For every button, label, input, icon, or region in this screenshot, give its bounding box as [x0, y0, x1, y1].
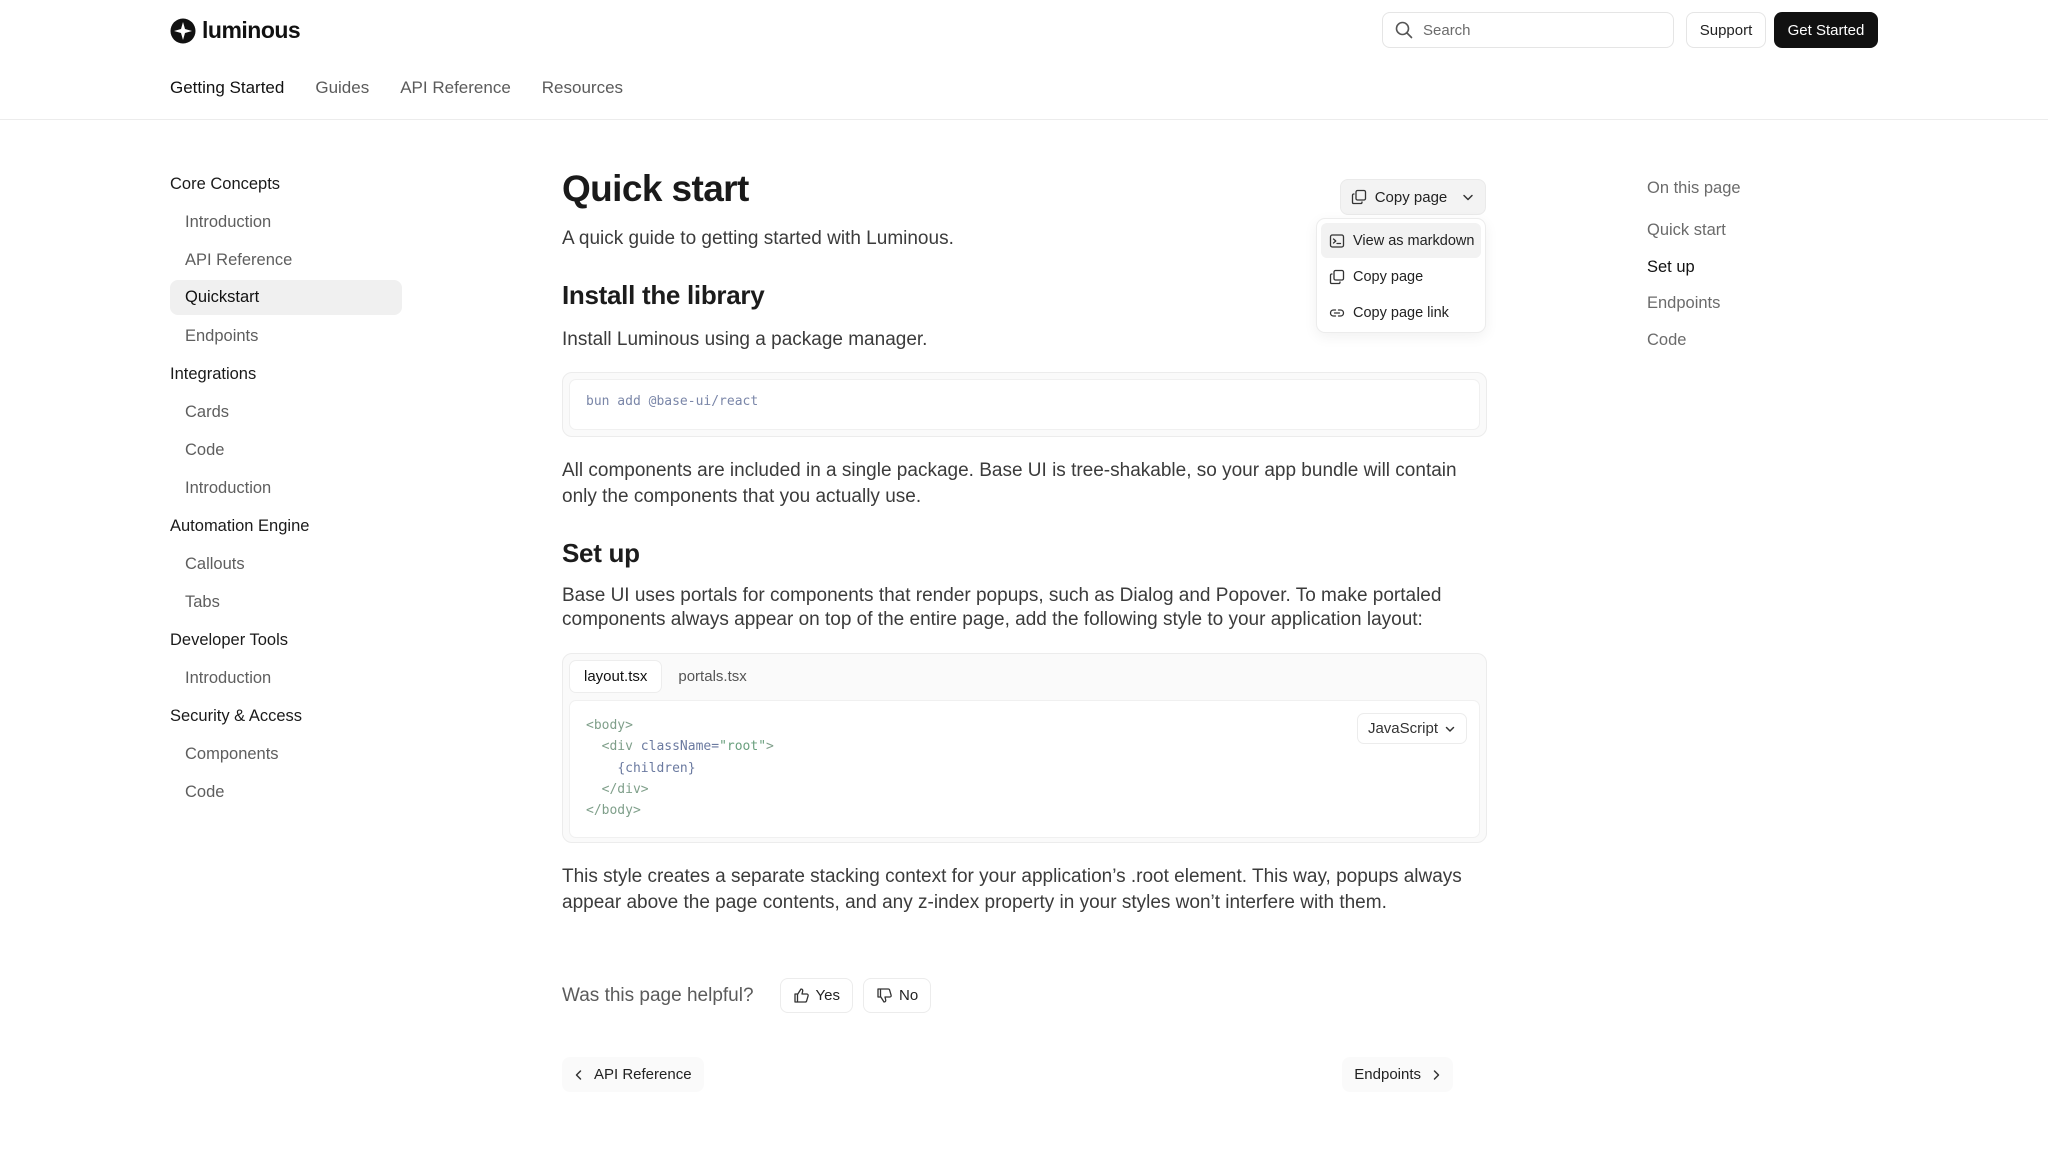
copy-icon [1351, 189, 1367, 205]
code-token: </body> [586, 803, 641, 819]
code-line [586, 715, 1463, 736]
sidebar-item-endpoints[interactable]: Endpoints [185, 327, 259, 345]
terminal-icon [1329, 233, 1345, 249]
install-code-block [562, 372, 1487, 437]
copy-page-button[interactable] [1340, 179, 1486, 215]
sidebar-section-developer-tools[interactable]: Developer Tools [170, 631, 289, 649]
sidebar-item-quickstart[interactable]: Quickstart [170, 280, 402, 315]
toc-item-quick-start[interactable]: Quick start [1647, 221, 1726, 239]
get-started-button[interactable]: Get Started [1774, 12, 1878, 48]
top-nav [170, 78, 623, 98]
feedback-yes-button[interactable] [780, 978, 853, 1013]
page-navigation [562, 1057, 1487, 1092]
chevron-left-icon [574, 1069, 584, 1081]
setup-heading: Set up [562, 538, 640, 568]
feedback-row [562, 978, 941, 1013]
page-title: Quick start [562, 168, 749, 209]
thumbs-down-icon [876, 987, 893, 1004]
sidebar-item-introduction[interactable]: Introduction [185, 213, 272, 231]
layout-code-block [562, 653, 1487, 843]
toc-title: On this page [1647, 179, 1741, 197]
nav-resources[interactable]: Resources [541, 78, 624, 97]
prev-page-button[interactable] [562, 1057, 704, 1092]
next-page-button[interactable] [1342, 1057, 1453, 1092]
code-tabs [569, 660, 1480, 694]
next-page-label: Endpoints [1354, 1066, 1421, 1083]
sidebar-section-security-access[interactable]: Security & Access [170, 707, 303, 725]
thumbs-up-icon [793, 987, 810, 1004]
prev-page-label: API Reference [594, 1066, 692, 1083]
code-token: </div> [601, 781, 649, 797]
menu-item-label: View as markdown [1353, 232, 1475, 249]
toc-item-code[interactable]: Code [1647, 330, 1687, 349]
sidebar-section-core-concepts[interactable]: Core Concepts [170, 175, 281, 193]
sidebar-item-cards[interactable]: Cards [185, 403, 230, 421]
feedback-yes-label: Yes [815, 987, 841, 1004]
copy-page-menu [1316, 218, 1486, 333]
language-select[interactable] [1357, 713, 1467, 744]
search-box[interactable] [1382, 12, 1674, 48]
copy-icon [1329, 269, 1345, 285]
tab-portals-tsx[interactable]: portals.tsx [678, 668, 747, 685]
sidebar-section-automation-engine[interactable]: Automation Engine [170, 517, 310, 535]
sidebar-item-tabs[interactable]: Tabs [185, 593, 220, 611]
code-token: > [766, 739, 774, 755]
chevron-right-icon [1431, 1069, 1441, 1081]
feedback-no-label: No [899, 987, 919, 1004]
sidebar-item-code[interactable]: Code [185, 441, 225, 459]
install-text: Install Luminous using a package manager. [562, 329, 928, 350]
sidebar-item-introduction[interactable]: Introduction [185, 479, 272, 497]
menu-item-copy-page[interactable] [1321, 259, 1481, 294]
nav-getting-started[interactable]: Getting Started [170, 78, 285, 97]
setup-text: Base UI uses portals for components that render popups, such as Dialog and Popover. To make portaled components always appear on top of the entire page, add the following style to your application layout: [562, 585, 1442, 630]
code-token: <body> [586, 718, 633, 733]
sidebar-item-introduction[interactable]: Introduction [185, 669, 272, 687]
sidebar-item-callouts[interactable]: Callouts [185, 555, 245, 573]
toc-item-set-up[interactable]: Set up [1647, 257, 1695, 276]
copy-page-button-label: Copy page [1374, 188, 1448, 206]
stacking-text: This style creates a separate stacking context for your application’s .root element. This way, popups always appear above the page contents, and any z-index property in your styles won’t interfere with them. [562, 866, 1462, 913]
nav-guides[interactable]: Guides [315, 78, 370, 97]
page-lead: A quick guide to getting started with Luminous. [562, 228, 954, 249]
sidebar-item-components[interactable]: Components [185, 745, 279, 763]
link-icon [1329, 305, 1345, 321]
search-icon [1395, 21, 1413, 39]
sidebar [170, 165, 402, 811]
language-label: JavaScript [1367, 720, 1438, 737]
top-header [0, 0, 2048, 120]
chevron-down-icon [1444, 723, 1456, 735]
install-code[interactable]: bun add @base-ui/react [569, 379, 1480, 430]
support-button[interactable]: Support [1686, 12, 1766, 48]
sidebar-item-api-reference[interactable]: API Reference [185, 251, 293, 269]
code-line [586, 758, 1463, 779]
menu-item-copy-link[interactable] [1321, 295, 1481, 330]
install-heading: Install the library [562, 280, 765, 310]
code-line [586, 779, 1463, 800]
code-token: className= [640, 739, 720, 755]
nav-api-reference[interactable]: API Reference [400, 78, 511, 97]
logo[interactable] [170, 17, 300, 44]
code-line [586, 736, 1463, 757]
chevron-down-icon [1461, 190, 1475, 204]
code-line [586, 800, 1463, 821]
sidebar-section-integrations[interactable]: Integrations [170, 365, 257, 383]
menu-item-view-markdown[interactable] [1321, 223, 1481, 258]
code-token: <div [601, 739, 633, 755]
feedback-question: Was this page helpful? [562, 984, 754, 1006]
table-of-contents [1647, 172, 1741, 358]
code-token: "root" [719, 739, 767, 755]
logo-text: luminous [202, 17, 301, 43]
sidebar-item-code[interactable]: Code [185, 783, 225, 801]
search-input[interactable] [1423, 22, 1653, 39]
luminous-logo-icon [170, 18, 196, 44]
code-token: {children} [617, 760, 696, 776]
menu-item-label: Copy page [1353, 268, 1424, 285]
tab-layout-tsx[interactable]: layout.tsx [569, 660, 662, 693]
bundle-text: All components are included in a single package. Base UI is tree-shakable, so your app bundle will contain only the components that you actually use. [562, 460, 1457, 507]
code-content[interactable] [569, 700, 1480, 838]
toc-item-endpoints[interactable]: Endpoints [1647, 294, 1721, 312]
feedback-no-button[interactable] [863, 978, 931, 1013]
menu-item-label: Copy page link [1353, 304, 1449, 321]
